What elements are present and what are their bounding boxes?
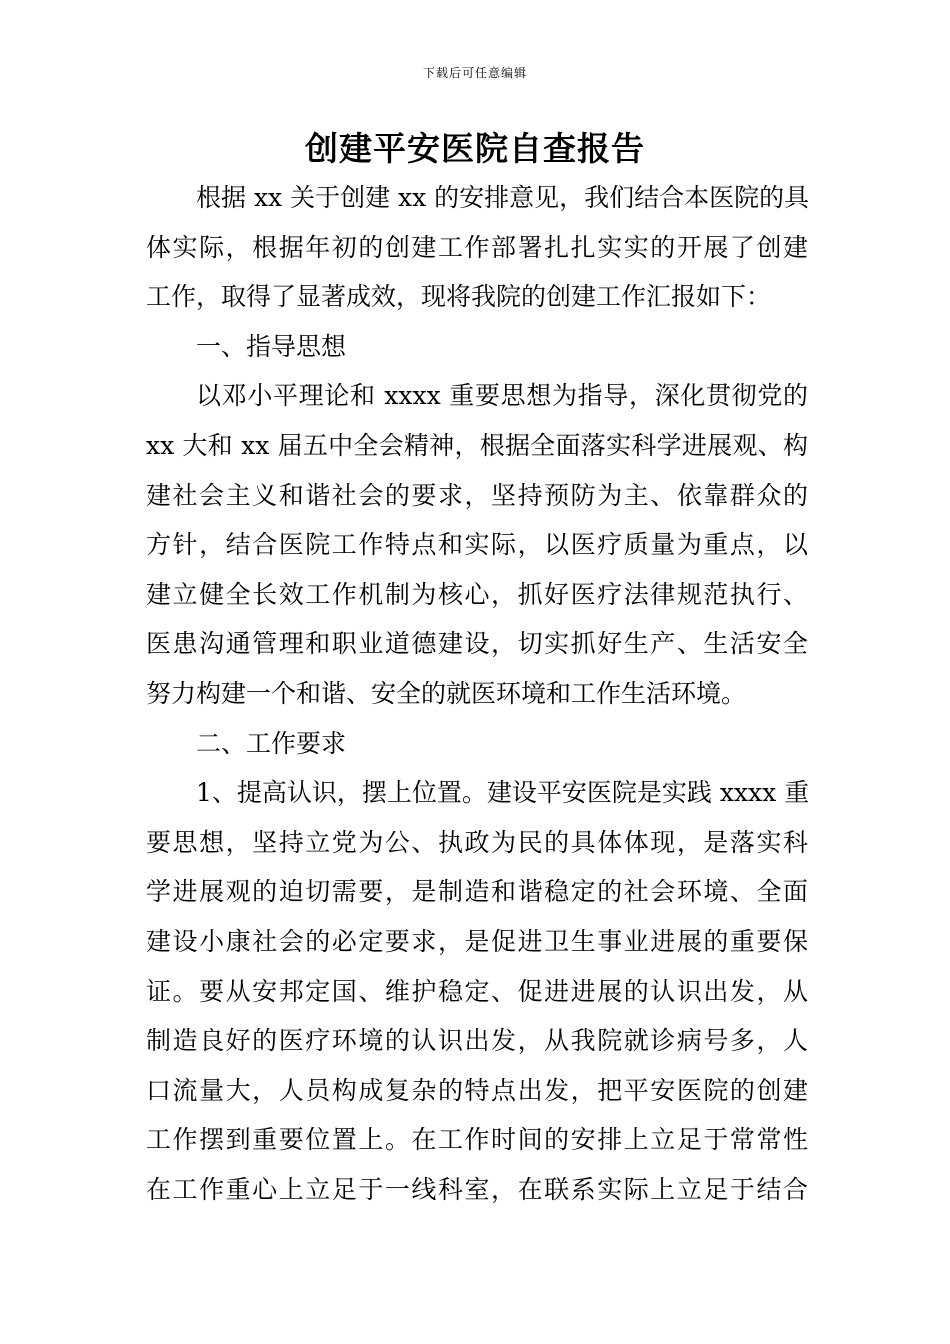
text-line: 建设小康社会的必定要求，是促进卫生事业进展的重要保: [146, 926, 808, 956]
text-line: 体实际，根据年初的创建工作部署扎扎实实的开展了创建: [146, 232, 808, 262]
text-line: 工作摆到重要位置上。在工作时间的安排上立足于常常性: [146, 1125, 808, 1155]
text-line: 1、提高认识，摆上位置。建设平安医院是实践 xxxx 重: [196, 778, 810, 808]
text-line: xx 大和 xx 届五中全会精神，根据全面落实科学进展观、构: [146, 430, 808, 460]
paragraph-intro: [146, 173, 808, 322]
text-line: 制造良好的医疗环境的认识出发，从我院就诊病号多，人: [146, 1026, 808, 1056]
text-line: 要思想，坚持立党为公、执政为民的具体体现，是落实科: [146, 827, 808, 857]
text-line: 努力构建一个和谐、安全的就医环境和工作生活环境。: [146, 678, 747, 708]
paragraph-work-requirements: [146, 768, 808, 1214]
paragraph-guiding-ideology: [146, 371, 808, 718]
document-body: [146, 173, 808, 1214]
text-line: 口流量大，人员构成复杂的特点出发，把平安医院的创建: [146, 1075, 808, 1105]
text-line: 医患沟通管理和职业道德建设，切实抓好生产、生活安全: [146, 629, 808, 659]
text-line: 建社会主义和谐社会的要求，坚持预防为主、依靠群众的: [146, 480, 808, 510]
text-line: 根据 xx 关于创建 xx 的安排意见，我们结合本医院的具: [196, 183, 810, 212]
document-title: 创建平安医院自查报告: [305, 129, 645, 168]
section-heading-work-requirements: 二、工作要求: [196, 728, 347, 758]
text-line: 在工作重心上立足于一线科室，在联系实际上立足于结合: [146, 1174, 808, 1204]
text-line: 工作，取得了显著成效，现将我院的创建工作汇报如下：: [146, 282, 772, 312]
header-note: 下载后可任意编辑: [422, 66, 527, 80]
text-line: 建立健全长效工作机制为核心，抓好医疗法律规范执行、: [146, 579, 808, 609]
text-line: 证。要从安邦定国、维护稳定、促进进展的认识出发，从: [146, 976, 808, 1006]
text-line: 以邓小平理论和 xxxx 重要思想为指导，深化贯彻党的: [196, 381, 808, 411]
text-line: 方针，结合医院工作特点和实际，以医疗质量为重点，以: [146, 530, 808, 560]
section-heading-guiding-ideology: 一、指导思想: [196, 331, 347, 361]
text-line: 学进展观的迫切需要，是制造和谐稳定的社会环境、全面: [146, 877, 808, 907]
